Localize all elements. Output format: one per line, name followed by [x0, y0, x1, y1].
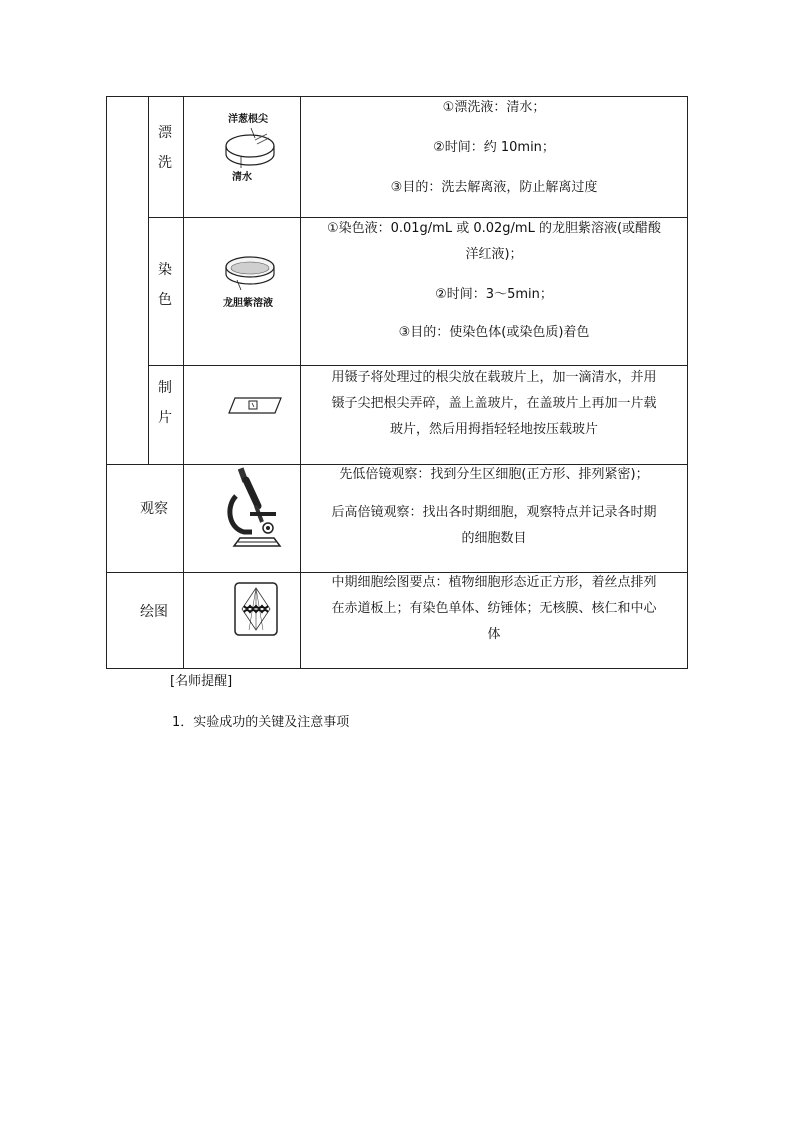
column-divider: [300, 96, 301, 669]
slide-line-2: 镊子尖把根尖弄碎，盖上盖玻片，在盖玻片上再加一片载: [331, 396, 657, 411]
image-label-onion-root: 洋葱根尖: [228, 114, 268, 125]
section-heading: 1．实验成功的关键及注意事项: [172, 715, 350, 730]
stain-dish-illustration: [215, 250, 285, 300]
draw-line-2: 在赤道板上；有染色单体、纺锤体；无核膜、核仁和中心: [331, 601, 657, 616]
image-label-water: 清水: [232, 172, 252, 183]
table-border-bottom: [106, 668, 688, 669]
column-divider: [148, 96, 149, 465]
rinse-description: [302, 96, 686, 198]
stage-label-draw: 绘图: [140, 604, 168, 620]
microscope-illustration: [222, 466, 292, 550]
image-label-gentian-violet: 龙胆紫溶液: [223, 298, 273, 309]
rinse-line-2: ②时间：约 10min；: [433, 140, 555, 155]
draw-line-1: 中期细胞绘图要点：植物细胞形态近正方形，着丝点排列: [331, 575, 657, 590]
rinse-line-3: ③目的：洗去解离液，防止解离过度: [390, 180, 598, 195]
slide-line-3: 玻片，然后用拇指轻轻地按压载玻片: [389, 422, 598, 437]
tip-heading: [名师提醒]: [170, 674, 233, 689]
slide-line-1: 用镊子将处理过的根尖放在载玻片上，加一滴清水，并用: [331, 370, 657, 385]
rinse-line-1: ①漂洗液：清水；: [442, 100, 546, 115]
stage-label-rinse: 漂 洗: [158, 125, 172, 171]
stage-label-stain: 染 色: [158, 262, 172, 308]
stage-label-observe: 观察: [140, 501, 168, 517]
stain-line-3: ②时间：3～5min；: [435, 287, 553, 302]
glass-slide-illustration: [225, 396, 285, 416]
draw-description: [302, 573, 686, 645]
stain-line-4: ③目的：使染色体(或染色质)着色: [398, 325, 590, 340]
draw-line-3: 体: [487, 627, 501, 642]
observe-line-2: 后高倍镜观察：找出各时期细胞，观察特点并记录各时期: [331, 505, 657, 520]
stain-description: [302, 218, 686, 343]
stain-line-2: 洋红液)；: [465, 247, 523, 262]
observe-description: [302, 465, 686, 549]
stage-label-slide: 制 片: [158, 380, 172, 426]
observe-line-1: 先低倍镜观察：找到分生区细胞(正方形、排列紧密)；: [339, 467, 649, 482]
table-border-right: [687, 96, 688, 669]
slide-description: [302, 366, 686, 440]
observe-line-3: 的细胞数目: [461, 531, 527, 546]
column-divider: [183, 96, 184, 669]
metaphase-cell-illustration: [234, 582, 278, 636]
stain-line-1: ①染色液：0.01g/mL 或 0.02g/mL 的龙胆紫溶液(或醋酸: [326, 221, 662, 236]
table-border-left: [106, 96, 107, 669]
